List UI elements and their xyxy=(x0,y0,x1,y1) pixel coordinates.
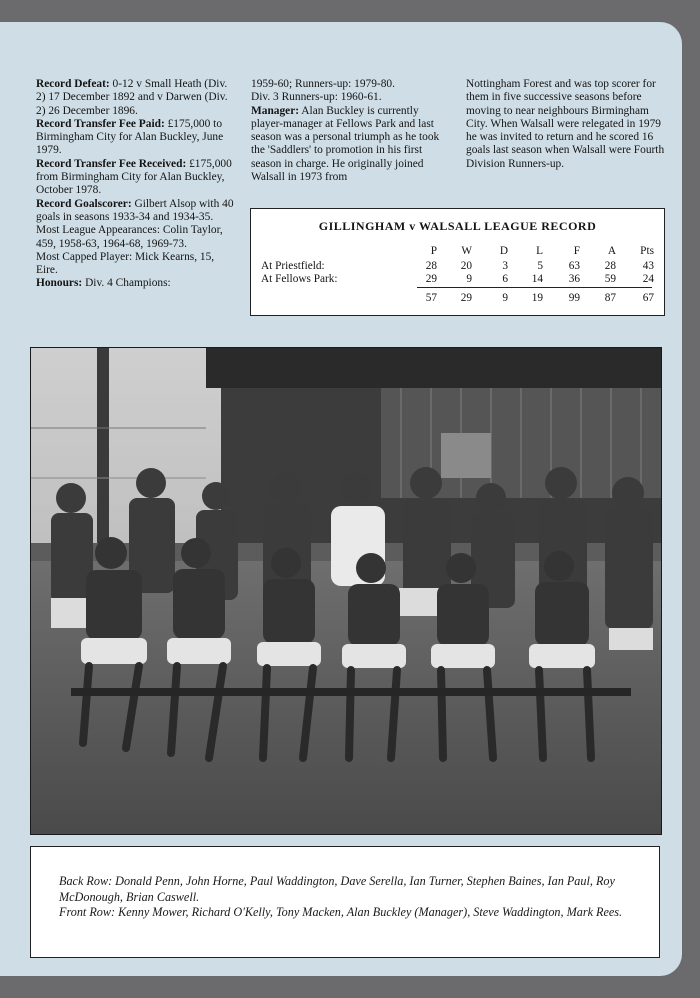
table-cell: 28 xyxy=(604,260,616,272)
manager-text: Alan Buckley is currently player-manager at Fellows Park and last season was a personal triumph as he took the 'Saddlers' to promotion in his first season in charge. He originally joined Walsall in 1973 from xyxy=(251,104,440,184)
team-photo xyxy=(30,347,662,835)
col-header-a: A xyxy=(607,245,616,257)
manager-column xyxy=(251,78,451,184)
league-record-row-fellows-park xyxy=(261,273,654,287)
totals-rule xyxy=(417,287,652,288)
transfer-paid-label: Record Transfer Fee Paid: xyxy=(36,117,165,130)
goalscorer-text: Gilbert Alsop with 40 goals in seasons 1933-34 and 1934-35. xyxy=(36,197,234,223)
record-transfer-received xyxy=(36,158,234,198)
table-cell: 28 xyxy=(425,260,437,272)
col-header-l: L xyxy=(536,245,543,257)
table-cell: 14 xyxy=(531,273,543,285)
league-record-totals-row xyxy=(261,292,654,306)
caption-front-row: Front Row: Kenny Mower, Richard O'Kelly, Tony Macken, Alan Buckley (Manager), Steve Waddington, Mark Rees. xyxy=(59,905,623,919)
honours-label: Honours: xyxy=(36,277,83,290)
table-cell: 29 xyxy=(425,273,437,285)
col-header-p: P xyxy=(430,245,437,257)
record-goalscorer xyxy=(36,198,234,225)
col-header-w: W xyxy=(461,245,472,257)
total-cell: 87 xyxy=(604,292,616,304)
club-records-column xyxy=(36,78,234,291)
capped-label: Most Capped Player: xyxy=(36,250,133,263)
row-label: At Fellows Park: xyxy=(261,273,338,285)
transfer-received-text: £175,000 from Birmingham City for Alan Buckley, October 1978. xyxy=(36,157,232,197)
table-cell: 3 xyxy=(502,260,508,272)
row-label: At Priestfield: xyxy=(261,260,325,272)
league-record-header-row xyxy=(261,245,654,259)
goalscorer-label: Record Goalscorer: xyxy=(36,197,132,210)
total-cell: 9 xyxy=(502,292,508,304)
appearances-label: Most League Appearances: xyxy=(36,224,160,237)
table-cell: 43 xyxy=(642,260,654,272)
table-cell: 59 xyxy=(604,273,616,285)
programme-page xyxy=(0,22,682,976)
col-header-f: F xyxy=(573,245,580,257)
caption-back-row: Back Row: Donald Penn, John Horne, Paul Waddington, Dave Serella, Ian Turner, Stephen Baines, Ian Paul, Roy McDonough, Brian Caswell. xyxy=(59,874,615,904)
transfer-received-label: Record Transfer Fee Received: xyxy=(36,157,187,170)
manager-bio-column xyxy=(466,78,666,171)
photo-caption xyxy=(30,846,660,958)
total-cell: 57 xyxy=(425,292,437,304)
most-capped-player xyxy=(36,251,234,278)
team-photo-image xyxy=(31,348,661,834)
total-cell: 99 xyxy=(568,292,580,304)
appearances-text: Colin Taylor, 459, 1958-63, 1964-68, 1969-73. xyxy=(36,224,223,250)
record-defeat-label: Record Defeat: xyxy=(36,78,110,90)
table-cell: 36 xyxy=(568,273,580,285)
div3-runners-up-line: Div. 3 Runners-up: 1960-61. xyxy=(251,91,382,104)
col-header-d: D xyxy=(499,245,508,257)
table-cell: 63 xyxy=(568,260,580,272)
total-cell: 67 xyxy=(642,292,654,304)
record-defeat-text: 0-12 v Small Heath (Div. 2) 17 December 1892 and v Darwen (Div. 2) 26 December 1896. xyxy=(36,78,228,117)
col-header-pts: Pts xyxy=(640,245,654,257)
manager-label: Manager: xyxy=(251,104,300,117)
capped-text: Mick Kearns, 15, Eire. xyxy=(36,250,215,277)
honours-continued-line: 1959-60; Runners-up: 1979-80. xyxy=(251,78,395,90)
honours xyxy=(36,277,234,290)
record-transfer-paid xyxy=(36,118,234,158)
table-cell: 24 xyxy=(642,273,654,285)
most-league-appearances xyxy=(36,224,234,251)
record-defeat xyxy=(36,78,234,118)
manager-paragraph xyxy=(251,105,451,185)
table-cell: 9 xyxy=(466,273,472,285)
league-record-title: GILLINGHAM v WALSALL LEAGUE RECORD xyxy=(318,219,597,233)
table-cell: 6 xyxy=(502,273,508,285)
table-cell: 5 xyxy=(537,260,543,272)
transfer-paid-text: £175,000 to Birmingham City for Alan Buckley, June 1979. xyxy=(36,117,224,157)
manager-bio-text: Nottingham Forest and was top scorer for them in five successive seasons before moving to near neighbours Birmingham City. When Walsall were relegated in 1979 he was invited to return and he scored 16 goals last season when Walsall were Fourth Division Runners-up. xyxy=(466,78,665,170)
table-cell: 20 xyxy=(460,260,472,272)
league-record-table xyxy=(250,208,665,316)
league-record-row-priestfield xyxy=(261,260,654,274)
honours-text: Div. 4 Champions: xyxy=(85,277,171,290)
total-cell: 29 xyxy=(460,292,472,304)
total-cell: 19 xyxy=(531,292,543,304)
